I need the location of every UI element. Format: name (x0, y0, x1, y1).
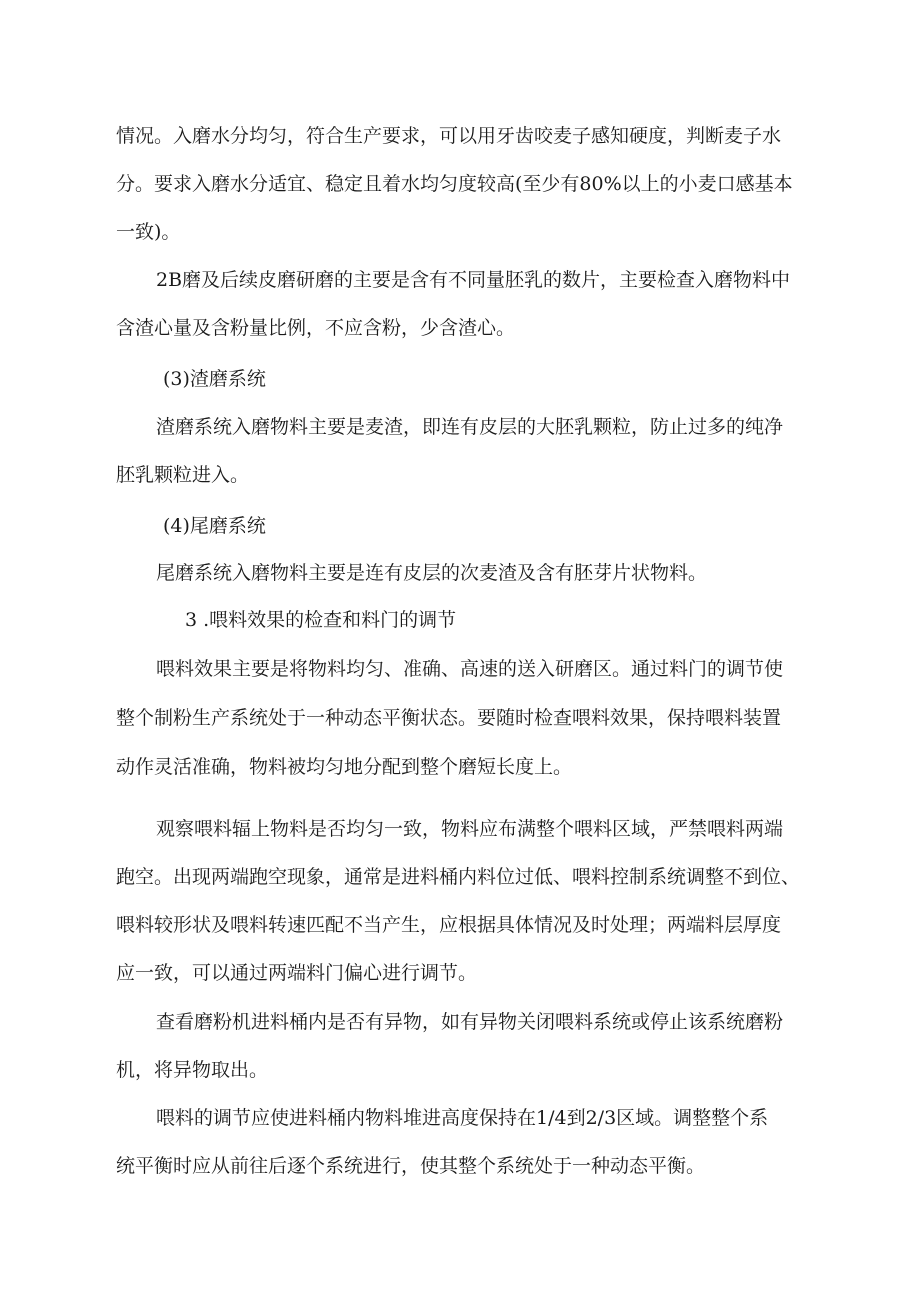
paragraph-line: 统平衡时应从前往后逐个系统进行，使其整个系统处于一种动态平衡。 (116, 1155, 706, 1177)
paragraph-line: 喂料的调节应使进料桶内物料堆进高度保持在1/4到2/3区域。调整整个系 (156, 1107, 769, 1129)
paragraph-line: 分。要求入磨水分适宜、稳定且着水均匀度较高(至少有80%以上的小麦口感基本 (116, 173, 793, 195)
subsection-heading: (3)渣磨系统 (163, 368, 266, 390)
subsection-heading: (4)尾磨系统 (163, 515, 266, 537)
paragraph-line: 喂料效果主要是将物料均匀、准确、高速的送入研磨区。通过料门的调节使 (156, 658, 784, 680)
paragraph-line: 机，将异物取出。 (116, 1059, 269, 1081)
paragraph-line: 动作灵活准确，物料被均匀地分配到整个磨短长度上。 (116, 756, 573, 778)
paragraph-line: 应一致，可以通过两端料门偏心进行调节。 (116, 962, 478, 984)
paragraph-line: 跑空。出现两端跑空现象，通常是进料桶内料位过低、喂料控制系统调整不到位、 (116, 866, 801, 888)
paragraph-line: 渣磨系统入磨物料主要是麦渣，即连有皮层的大胚乳颗粒，防止过多的纯净 (156, 416, 784, 438)
paragraph-line: 尾磨系统入磨物料主要是连有皮层的次麦渣及含有胚芽片状物料。 (156, 562, 708, 584)
paragraph-line: 2B磨及后续皮磨研磨的主要是含有不同量胚乳的数片，主要检查入磨物料中 (156, 269, 791, 291)
paragraph-line: 整个制粉生产系统处于一种动态平衡状态。要随时检查喂料效果，保持喂料装置 (116, 707, 782, 729)
paragraph-line: 含渣心量及含粉量比例，不应含粉，少含渣心。 (116, 317, 516, 339)
paragraph-line: 观察喂料辐上物料是否均匀一致，物料应布满整个喂料区域，严禁喂料两端 (156, 818, 784, 840)
paragraph-line: 喂料较形状及喂料转速匹配不当产生，应根据具体情况及时处理；两端料层厚度 (116, 914, 782, 936)
paragraph-line: 胚乳颗粒进入。 (116, 464, 250, 486)
paragraph-line: 查看磨粉机进料桶内是否有异物，如有异物关闭喂料系统或停止该系统磨粉 (156, 1011, 784, 1033)
section-heading: 3 .喂料效果的检查和料门的调节 (185, 609, 457, 631)
paragraph-line: 情况。入磨水分均匀，符合生产要求，可以用牙齿咬麦子感知硬度，判断麦子水 (116, 125, 782, 147)
paragraph-line: 一致)。 (116, 221, 181, 243)
